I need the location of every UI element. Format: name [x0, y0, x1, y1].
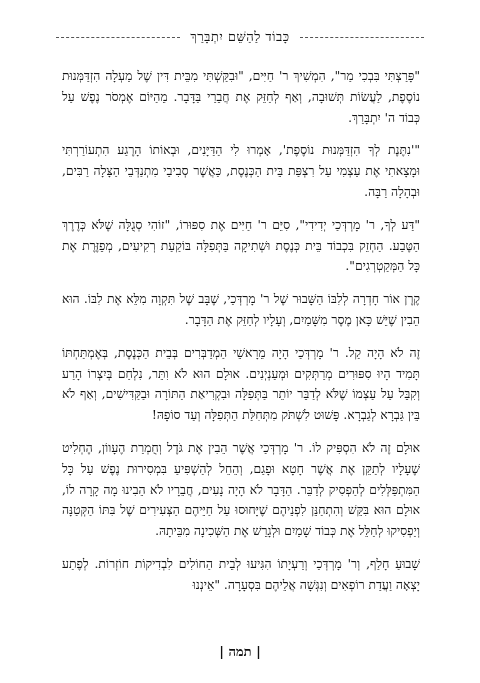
header-rule-left — [56, 37, 180, 38]
paragraph: "'נִתֶּנֶת לְךָ הִזְדַּמְּנוּת נוֹסֶפֶת', אָמְרוּ לִי הַדַּיָּנִים, וּבְאוֹתוֹ הָרֶגַע הִתְעוֹרַרְתִּי וּמָצָאתִי אֶת עַצְמִי עַל רִצְפַּת בֵּית הַכְּנֶסֶת, כַּאֲשֶׁר סְבִיבַי מִתְנַדְּבֵי הַצָּלָה רַבִּים, וּבְהָלָה רַבָּה. — [62, 143, 420, 199]
paragraph: שָׁבוּעַ חָלַף, וְר' מָרְדְּכַי וְרַעְיָתוֹ הִגִּיעוּ לְבֵית הַחוֹלִים לִבְדִיקוֹת חוֹזְרוֹת. לְפֶתַע יָצְאָה וַעֲדַת רוֹפְאִים וְנִגְּשָׁה אֲלֵיהֶם בִּסְעָרָה. "אֵינְנוּ — [62, 556, 420, 592]
header-title: כָּבוֹד לַהַשֵּׁם יִתְבָּרַךְ — [190, 30, 290, 45]
page-number: | תמה | — [219, 645, 261, 660]
paragraph: קֶרֶן אוֹר חָדְרָה לְלִבּוֹ הַשָּׁבוּר שֶׁל ר' מָרְדְּכַי, שֶׁבָּב שֶׁל תִּקְוָה מִלֵּא אֶת לִבּוֹ. הוּא הֵבִין שֶׁיֵּשׁ כָּאן מֶסֶר מִשָּׁמַיִם, וְעָלָיו לְחַזֵּק אֶת הַדָּבָר. — [62, 292, 420, 327]
running-header — [56, 26, 424, 48]
body-text — [62, 66, 420, 596]
paragraph: "דַּע לְךָ, ר' מָרְדְּכַי יְדִידִי", סִיֵּם ר' חַיִּים אֶת סִפּוּרוֹ, "זוֹהִי סְגֻלָּה שֶׁלֹּא כְּדֶרֶךְ הַטֶּבַע. הַחְזֵק בִּכְבוֹד בֵּית כְּנֶסֶת וּשְׁתִיקָה בַּתְּפִלָּה בּוֹקַעַת רְקִיעִים, מְפֵזֶּרֶת אֶת כָּל הַמְּקַטְרְגִים". — [62, 217, 420, 274]
paragraph: זֶה לֹא הָיָה קַל. ר' מָרְדְּכַי הָיָה מֵרָאשֵׁי הַמְדַבְּרִים בְּבֵית הַכְּנֶסֶת, בְּאֶמְתַּחְתּוֹ תָּמִיד הָיוּ סִפּוּרִים מְרַתְּקִים וּמְעַנְיְנִים. אוּלָם הוּא לֹא וִתֵּר, נִלְחַם בְּיִצְרוֹ הָרַע וְקִבֵּל עַל עַצְמוֹ שֶׁלֹּא לְדַבֵּר יוֹתֵר בַּתְּפִלָּה וּבִקְרִיאַת הַתּוֹרָה וּבַקַּדִּישִׁים, וְאַף לֹא בֵּין גַּבְרָא לְגַבְרָא. פָּשׁוּט לִשְׁתֹּק מִתְּחִלַּת הַתְּפִלָּה וְעַד סוֹפָהּ! — [62, 345, 420, 423]
paragraph: "פָּרַצְתִּי בִּבְכִי מַר", הִמְשִׁיךְ ר' חַיִּים, "וּבִקַּשְׁתִּי מִבֵּית דִּין שֶׁל מַעְלָה הִזְדַּמְּנוּת נוֹסֶפֶת, לַעֲשׂוֹת תְּשׁוּבָה, וְאַף לְחַזֵּק אֶת חֲבֵרַי בַּדָּבָר. מֵהַיּוֹם אֶמְסֹר נֶפֶשׁ עַל כְּבוֹד ה' יִתְבָּרַךְ. — [62, 69, 420, 125]
header-rule-right — [300, 37, 424, 38]
paragraph: אוּלָם זֶה לֹא הִסְפִּיק לוֹ. ר' מָרְדְּכַי אֲשֶׁר הֵבִין אֶת גֹּדֶל וְחֻמְרַת הֶעָווֹן, הֶחְלִיט שֶׁעָלָיו לְתַקֵּן אֶת אֲשֶׁר חָטָא וּפָגַם, וְהֵחֵל לְהַשְׁפִּיעַ בִּמְסִירוּת נֶפֶשׁ עַל כָּל הַמִּתְפַּלְּלִים לְהַפְסִיק לְדַבֵּר. הַדָּבָר לֹא הָיָה נָעִים, חֲבֵרָיו לֹא הֵבִינוּ מָה קָרָה לוֹ, אוּלָם הוּא בִּקֵּשׁ וְהִתְחַנֵּן לִפְנֵיהֶם שֶׁיָּחוּסוּ עַל חַיֵּיהֶם הַצְּעִירִים שֶׁל בִּתּוֹ הַקְּטַנָּה וְיַפְסִיקוּ לְחַלֵּל אֶת כְּבוֹד שָׁמַיִם וּלְגָרֵשׁ אֶת הַשְּׁכִינָה מִבֵּיתָהּ. — [62, 440, 420, 539]
